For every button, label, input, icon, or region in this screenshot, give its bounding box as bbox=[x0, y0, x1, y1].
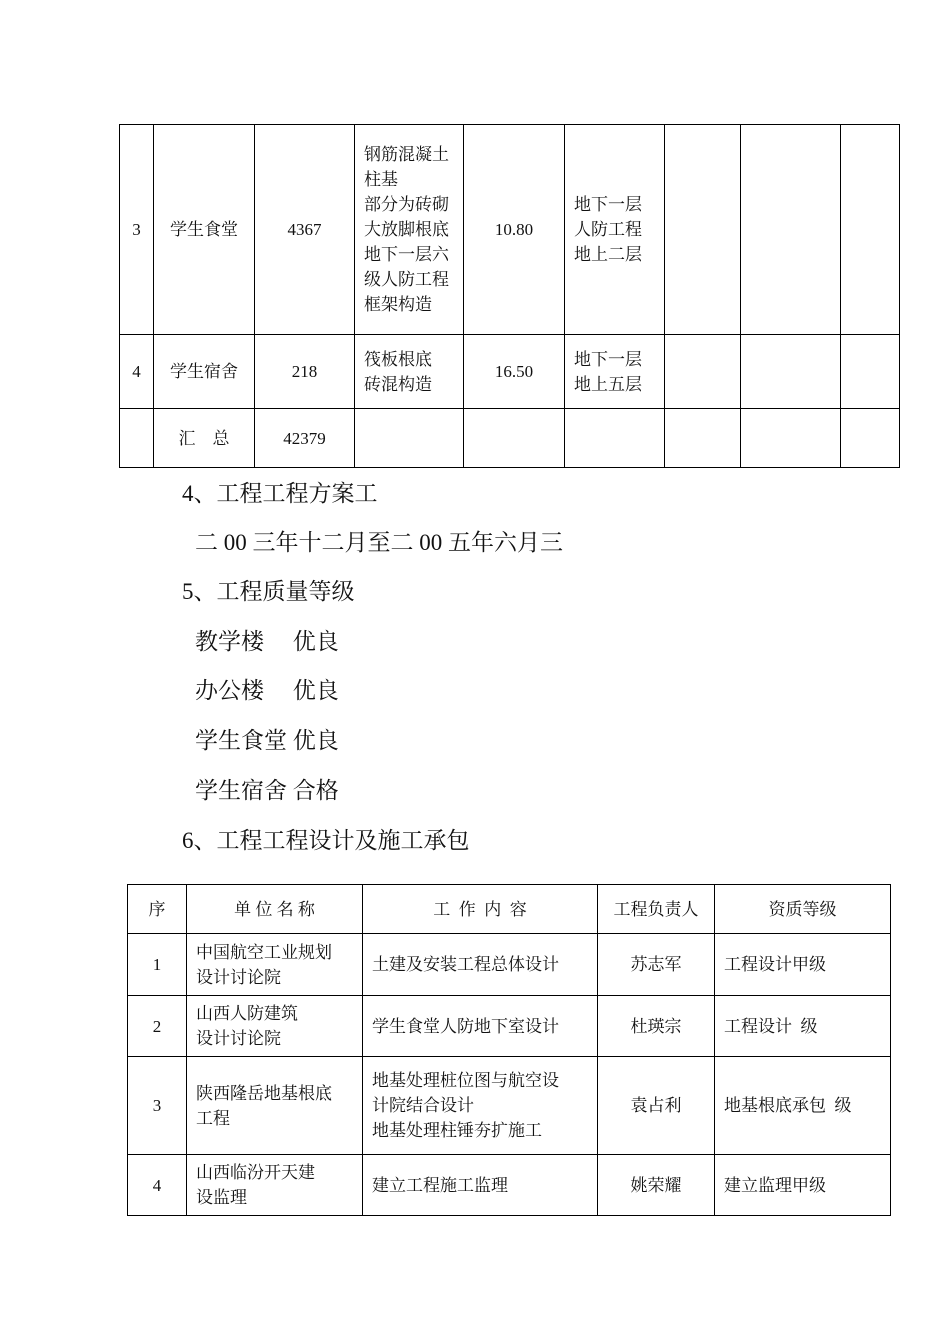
cell-empty bbox=[565, 409, 665, 468]
header-manager: 工程负责人 bbox=[598, 885, 715, 934]
table-total-row bbox=[120, 409, 900, 468]
cell-no: 4 bbox=[120, 335, 154, 409]
cell-floors: 地下一层 地上五层 bbox=[565, 335, 665, 409]
header-grade: 资质等级 bbox=[715, 885, 891, 934]
table-row bbox=[120, 335, 900, 409]
cell-no: 3 bbox=[120, 125, 154, 335]
section4-text: 二 00 三年十二月至二 00 五年六月三 bbox=[195, 530, 563, 555]
table-row bbox=[128, 1155, 891, 1216]
cell-empty bbox=[841, 335, 900, 409]
cell-unit: 山西人防建筑 设计讨论院 bbox=[187, 996, 363, 1057]
cell-empty bbox=[355, 409, 464, 468]
cell-work: 地基处理桩位图与航空设 计院结合设计 地基处理柱锤夯扩施工 bbox=[363, 1057, 598, 1155]
cell-area: 4367 bbox=[255, 125, 355, 335]
cell-grade: 建立监理甲级 bbox=[715, 1155, 891, 1216]
cell-grade: 地基根底承包 级 bbox=[715, 1057, 891, 1155]
header-no: 序 bbox=[128, 885, 187, 934]
cell-empty bbox=[741, 335, 841, 409]
cell-empty bbox=[665, 335, 741, 409]
contractor-table bbox=[127, 884, 891, 1216]
table-row bbox=[128, 996, 891, 1057]
total-label: 汇 总 bbox=[154, 409, 255, 468]
table-row bbox=[128, 934, 891, 996]
table-row bbox=[120, 125, 900, 335]
quality-item: 学生宿舍 合格 bbox=[195, 778, 339, 803]
cell-empty bbox=[841, 409, 900, 468]
section5-heading: 5、工程质量等级 bbox=[182, 579, 355, 604]
cell-height: 10.80 bbox=[464, 125, 565, 335]
cell-no: 3 bbox=[128, 1057, 187, 1155]
cell-empty bbox=[665, 125, 741, 335]
cell-grade: 工程设计甲级 bbox=[715, 934, 891, 996]
cell-work: 土建及安装工程总体设计 bbox=[363, 934, 598, 996]
section4-heading: 4、工程工程方案工 bbox=[182, 481, 378, 506]
cell-structure: 钢筋混凝土 柱基 部分为砖砌 大放脚根底 地下一层六 级人防工程 框架构造 bbox=[355, 125, 464, 335]
cell-no: 2 bbox=[128, 996, 187, 1057]
cell-manager: 杜瑛宗 bbox=[598, 996, 715, 1057]
cell-empty bbox=[741, 125, 841, 335]
table-header-row bbox=[128, 885, 891, 934]
cell-empty bbox=[120, 409, 154, 468]
cell-unit: 中国航空工业规划 设计讨论院 bbox=[187, 934, 363, 996]
cell-manager: 袁占利 bbox=[598, 1057, 715, 1155]
building-table bbox=[119, 124, 900, 468]
cell-empty bbox=[464, 409, 565, 468]
cell-area: 218 bbox=[255, 335, 355, 409]
cell-name: 学生宿舍 bbox=[154, 335, 255, 409]
header-work: 工 作 内 容 bbox=[363, 885, 598, 934]
cell-height: 16.50 bbox=[464, 335, 565, 409]
cell-grade: 工程设计 级 bbox=[715, 996, 891, 1057]
quality-item: 学生食堂 优良 bbox=[195, 728, 339, 753]
cell-name: 学生食堂 bbox=[154, 125, 255, 335]
total-area: 42379 bbox=[255, 409, 355, 468]
cell-no: 4 bbox=[128, 1155, 187, 1216]
cell-work: 学生食堂人防地下室设计 bbox=[363, 996, 598, 1057]
cell-unit: 陕西隆岳地基根底 工程 bbox=[187, 1057, 363, 1155]
cell-empty bbox=[665, 409, 741, 468]
cell-manager: 姚荣耀 bbox=[598, 1155, 715, 1216]
cell-unit: 山西临汾开天建 设监理 bbox=[187, 1155, 363, 1216]
cell-floors: 地下一层 人防工程 地上二层 bbox=[565, 125, 665, 335]
cell-structure: 筏板根底 砖混构造 bbox=[355, 335, 464, 409]
cell-empty bbox=[741, 409, 841, 468]
quality-item: 办公楼 优良 bbox=[195, 678, 339, 703]
cell-no: 1 bbox=[128, 934, 187, 996]
section6-heading: 6、工程工程设计及施工承包 bbox=[182, 828, 470, 853]
cell-manager: 苏志军 bbox=[598, 934, 715, 996]
header-unit: 单 位 名 称 bbox=[187, 885, 363, 934]
cell-work: 建立工程施工监理 bbox=[363, 1155, 598, 1216]
table-row bbox=[128, 1057, 891, 1155]
quality-item: 教学楼 优良 bbox=[195, 629, 339, 654]
cell-empty bbox=[841, 125, 900, 335]
